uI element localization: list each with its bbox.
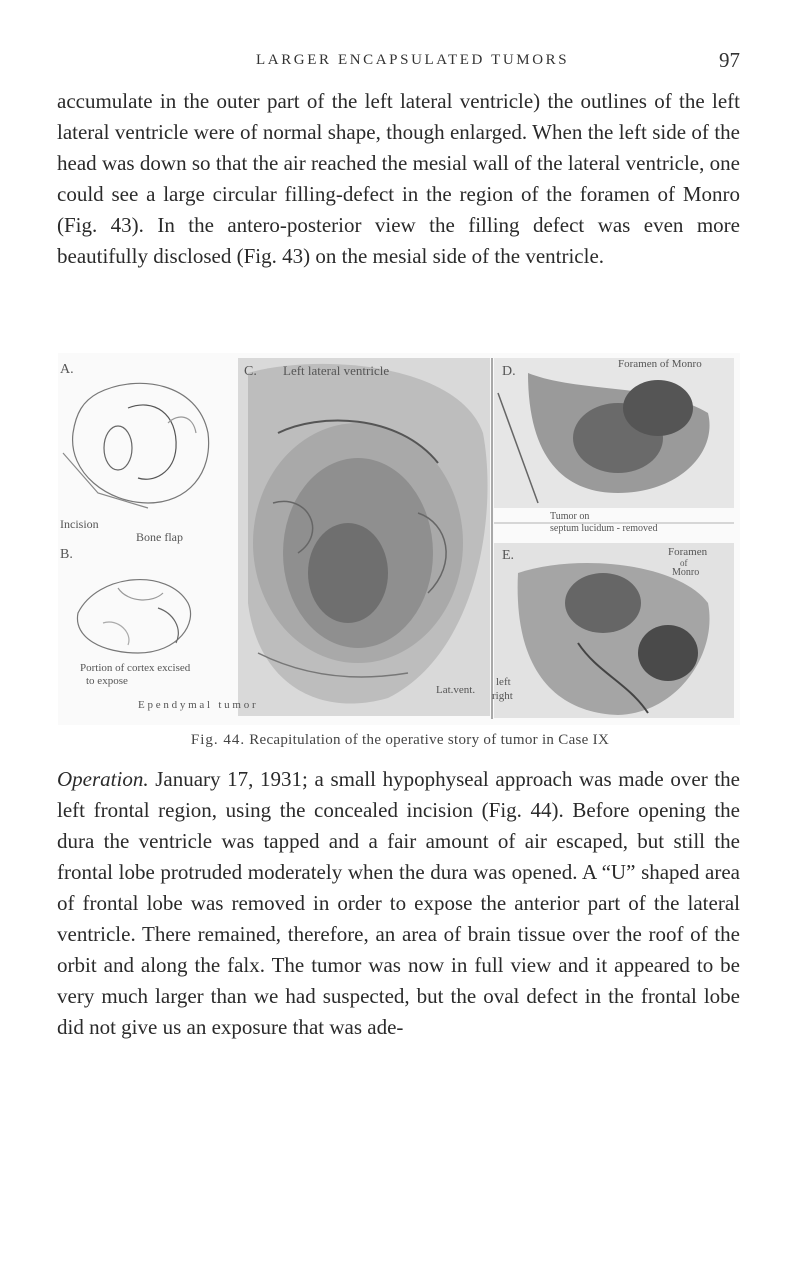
panel-label-a: A. (60, 362, 74, 377)
panel-label-e: E. (502, 548, 515, 563)
paragraph-2-text: January 17, 1931; a small hypophyseal approach was made over the left frontal region, using the concealed incision (Fig. 44). Before opening the dura the ventricle was tapped and a fair amount of air escaped, but still the frontal lobe protruded moderately when the dura was opened. A “U” shaped area of frontal lobe was removed in order to expose the anterior part of the lateral ventricle. There remained, therefore, an area of brain tissue over the roof of the orbit and along the falx. The tumor was now in full view and it appeared to be very much larger than we had suspected, but the oval defect in the frontal lobe did not give us an exposure that was ade- (57, 767, 740, 1039)
figure-drawing (58, 353, 740, 725)
panel-label-d: D. (502, 364, 516, 379)
label-lat-vent: Lat.vent. (436, 684, 476, 696)
label-tumor-on-2: septum lucidum - removed (550, 523, 658, 534)
label-foramen-1: Foramen (668, 546, 708, 558)
label-right: right (492, 690, 513, 702)
label-bone-flap: Bone flap (136, 530, 183, 544)
body-paragraph-1: accumulate in the outer part of the left lateral ventricle) the outlines of the left lateral ventricle were of normal shape, though enlarged. When the left side of the head was down so that the air reached the mesial wall of the lateral ventricle, one could see a large circular filling-defect in the region of the foramen of Monro (Fig. 43). In the antero-posterior view the filling defect was even more beautifully disclosed (Fig. 43) on the mesial side of the ventricle. (57, 89, 740, 268)
panel-a-head-drawing (63, 383, 209, 508)
panel-b-brain-drawing (77, 580, 190, 653)
label-left-lateral-ventricle: Left lateral ventricle (283, 363, 390, 378)
label-foramen-of-monro-top: Foramen of Monro (618, 358, 702, 370)
running-head (0, 48, 800, 78)
panel-c-ventricle-drawing (238, 358, 490, 716)
label-left: left (496, 676, 511, 688)
label-portion-cortex-1: Portion of cortex excised (80, 662, 191, 674)
label-foramen-2: of (680, 558, 688, 568)
label-ependymal-tumor: E p e n d y m a l t u m o r (138, 699, 256, 711)
panel-label-b: B. (60, 547, 73, 562)
label-foramen-3: Monro (672, 567, 700, 578)
label-tumor-on-1: Tumor on (550, 511, 590, 522)
panel-d-drawing (494, 358, 734, 508)
figure-number: Fig. 44. (190, 732, 246, 748)
body-paragraph-2 (57, 764, 740, 1043)
figure-caption (0, 732, 800, 749)
figure-illustration (58, 353, 740, 725)
panel-label-c: C. (244, 364, 257, 379)
paragraph-lead: Operation. (57, 767, 149, 791)
running-title: LARGER ENCAPSULATED TUMORS (256, 52, 570, 68)
page-number: 97 (719, 48, 740, 72)
caption-text: Recapitulation of the operative story of tumor in Case IX (249, 732, 610, 748)
label-incision: Incision (60, 517, 99, 531)
label-portion-cortex-2: to expose (86, 675, 128, 687)
